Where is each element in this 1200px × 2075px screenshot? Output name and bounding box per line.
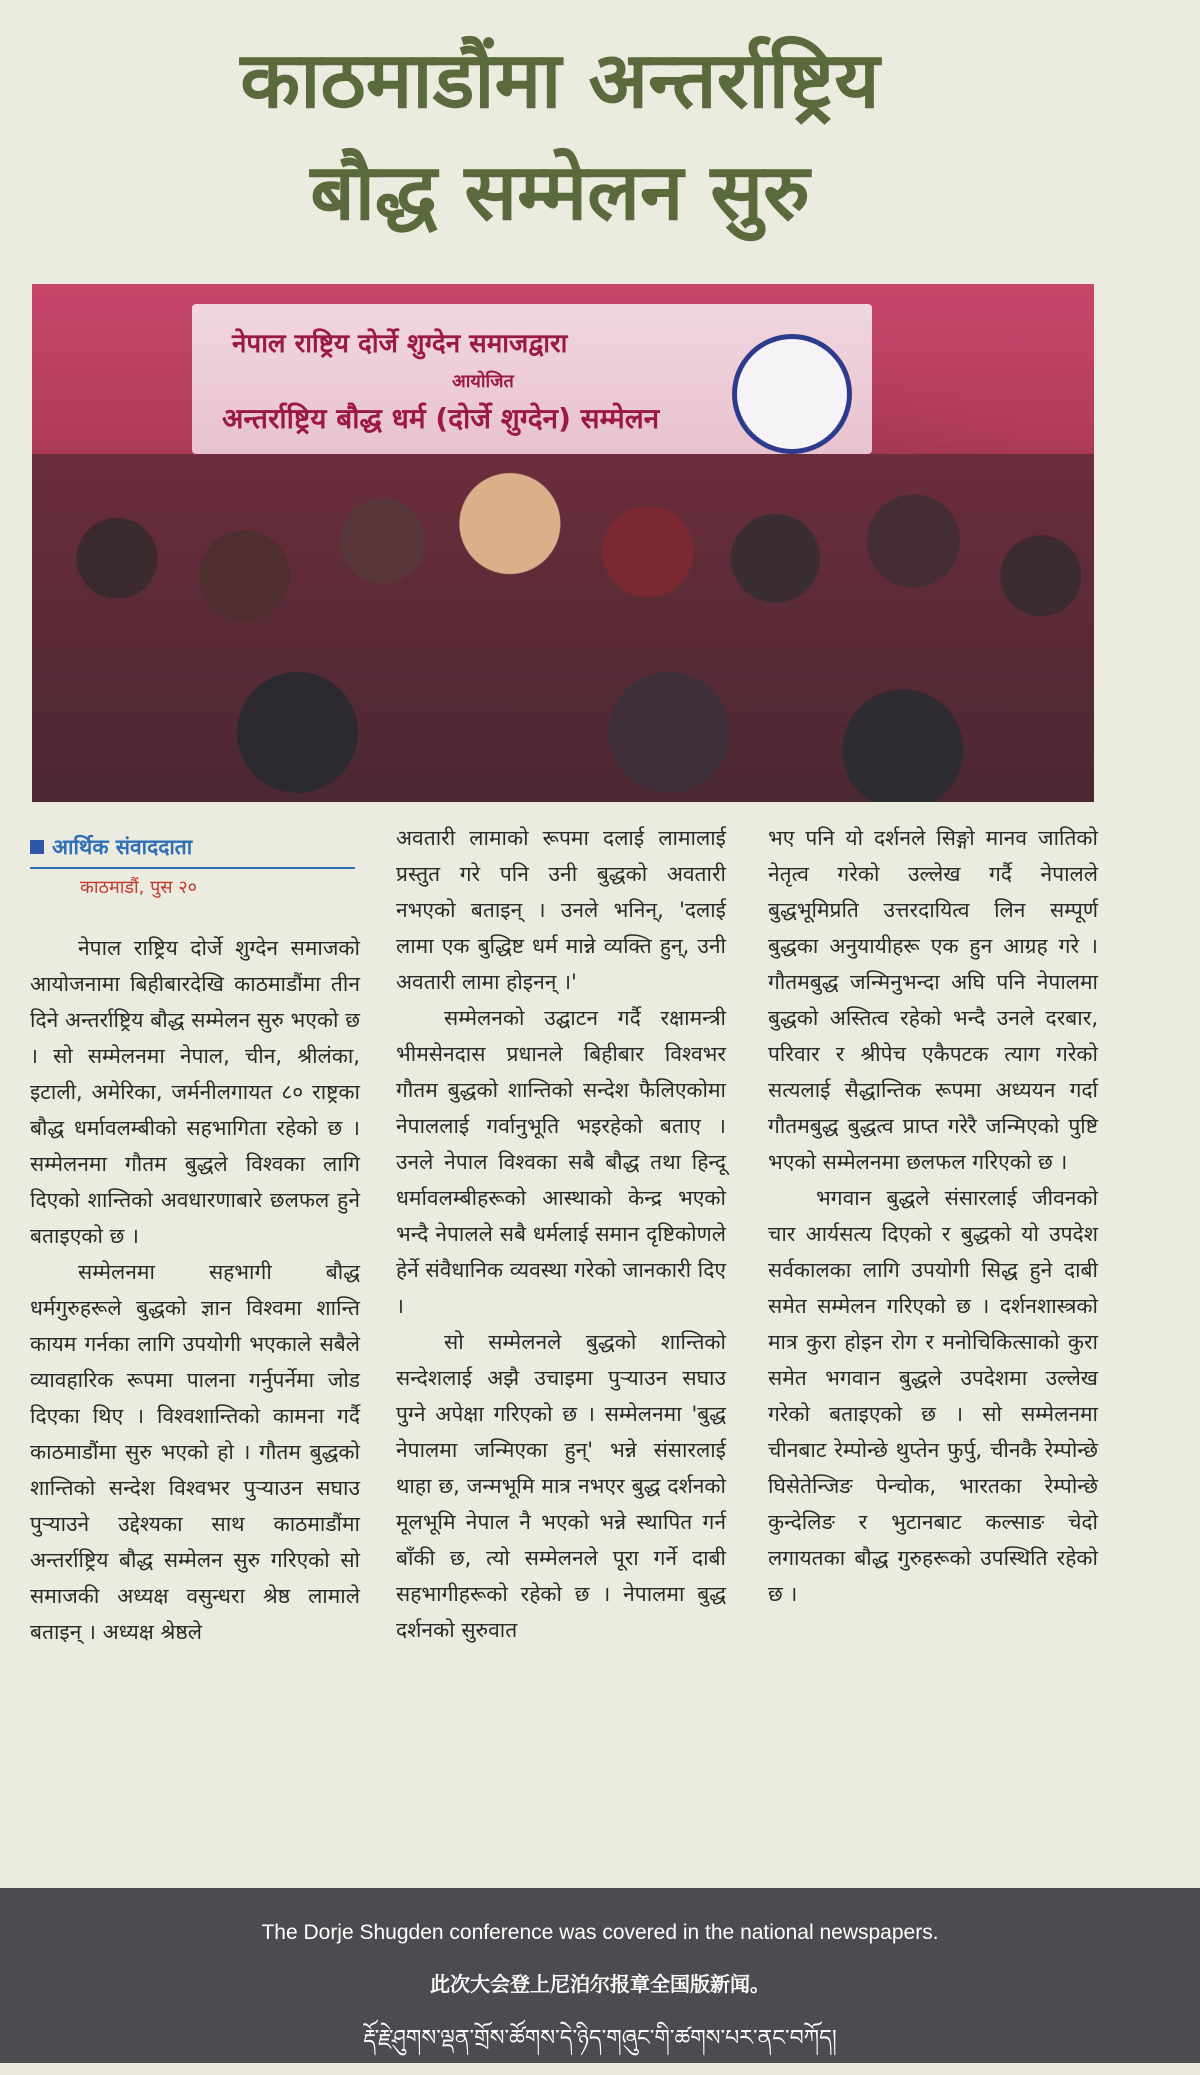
paragraph: सम्मेलनको उद्घाटन गर्दै रक्षामन्त्री भीमसेनदास प्रधानले बिहीबार विश्वभर गौतम बुद्धको शान्तिको सन्देश फैलिएकोमा नेपाललाई गर्वानुभूति भइरहेको बताए । उनले नेपाल विश्वका सबै बौद्ध तथा हिन्दू धर्मावलम्बीहरूको आस्थाको केन्द्र भएको भन्दै नेपालले सबै धर्मलाई समान दृष्टिकोणले हेर्ने संवैधानिक व्यवस्था गरेको जानकारी दिए । xyxy=(396,1006,726,1318)
photo-banner-line-2: आयोजित xyxy=(452,371,514,392)
reporter-name: आर्थिक संवाददाता xyxy=(52,835,193,859)
byline-rule xyxy=(30,867,355,869)
headline-line-1: काठमाडौंमा अन्तर्राष्ट्रिय xyxy=(240,36,880,126)
dateline: काठमाडौं, पुस २० xyxy=(80,877,197,898)
caption-bar xyxy=(0,1888,1200,2063)
photo-banner-line-3: अन्तर्राष्ट्रिय बौद्ध धर्म (दोर्जे शुग्देन) सम्मेलन xyxy=(222,402,660,435)
headline xyxy=(20,25,1100,249)
emblem-icon xyxy=(732,334,852,454)
article-column-2 xyxy=(396,820,726,1648)
conference-photo xyxy=(32,284,1094,802)
paragraph: नेपाल राष्ट्रिय दोर्जे शुग्देन समाजको आयोजनामा बिहीबारदेखि काठमाडौंमा तीन दिने अन्तर्राष्ट्रिय बौद्ध सम्मेलन सुरु भएको छ । सो सम्मेलनमा नेपाल, चीन, श्रीलंका, इटाली, अमेरिका, जर्मनीलगायत ८० राष्ट्रका बौद्ध धर्मावलम्बीको सहभागिता रहेको छ । सम्मेलनमा गौतम बुद्धले विश्वका लागि दिएको शान्तिको अवधारणाबारे छलफल हुने बताइएको छ । xyxy=(30,936,360,1248)
caption-english: The Dorje Shugden conference was covered in the national newspapers. xyxy=(261,1921,939,1944)
paragraph: सम्मेलनमा सहभागी बौद्ध धर्मगुरुहरूले बुद्धको ज्ञान विश्वमा शान्ति कायम गर्नका लागि उपयोगी भएकाले सबैले व्यावहारिक रूपमा पालना गर्नुपर्नेमा जोड दिएका थिए । विश्वशान्तिको कामना गर्दै काठमाडौंमा सुरु भएको हो । गौतम बुद्धको शान्तिको सन्देश विश्वभर पुऱ्याउन सघाउ पुऱ्याउने उद्देश्यका साथ काठमाडौंमा अन्तर्राष्ट्रिय बौद्ध सम्मेलन सुरु गरिएको सो समाजकी अध्यक्ष वसुन्धरा श्रेष्ठ लामाले बताइन् । अध्यक्ष श्रेष्ठले xyxy=(30,1260,360,1644)
paragraph: अवतारी लामाको रूपमा दलाई लामालाई प्रस्तुत गरे पनि उनी बुद्धको अवतारी नभएको बताइन् । उनले भनिन्, 'दलाई लामा एक बुद्धिष्ट धर्म मान्ने व्यक्ति हुन्, उनी अवतारी लामा होइनन् ।' xyxy=(396,826,726,994)
byline xyxy=(30,833,355,899)
article-column-3 xyxy=(768,820,1098,1612)
crowd-of-attendees xyxy=(32,454,1094,802)
paragraph: सो सम्मेलनले बुद्धको शान्तिको सन्देशलाई अझै उचाइमा पुऱ्याउन सघाउ पुग्ने अपेक्षा गरिएको छ । सम्मेलनमा 'बुद्ध नेपालमा जन्मिएका हुन्' भन्ने संसारलाई थाहा छ, जन्मभूमि मात्र नभएर बुद्ध दर्शनको मूलभूमि नेपाल नै भएको भन्ने स्थापित गर्न बाँकी छ, त्यो सम्मेलनले पूरा गर्ने दाबी सहभागीहरूको रहेको छ । नेपालमा बुद्ध दर्शनको सुरुवात xyxy=(396,1330,726,1642)
article-column-1 xyxy=(30,930,360,1650)
caption-chinese: 此次大会登上尼泊尔报章全国版新闻。 xyxy=(430,1972,770,1996)
byline-square-icon xyxy=(30,840,44,854)
paragraph: भए पनि यो दर्शनले सिङ्गो मानव जातिको नेतृत्व गरेको उल्लेख गर्दै नेपालले बुद्धभूमिप्रति उत्तरदायित्व लिन सम्पूर्ण बुद्धका अनुयायीहरू एक हुन आग्रह गरे । गौतमबुद्ध जन्मिनुभन्दा अघि पनि नेपालमा बुद्धको अस्तित्व रहेको भन्दै उनले दरबार, परिवार र श्रीपेच एकैपटक त्याग गरेको सत्यलाई सैद्धान्तिक रूपमा अध्ययन गर्दा गौतमबुद्ध बुद्धत्व प्राप्त गरेरै जन्मिएको पुष्टि भएको सम्मेलनमा छलफल गरिएको छ । xyxy=(768,826,1098,1174)
paragraph: भगवान बुद्धले संसारलाई जीवनको चार आर्यसत्य दिएको र बुद्धको यो उपदेश सर्वकालका लागि उपयोगी सिद्ध हुने दाबी समेत सम्मेलन गरिएको छ । दर्शनशास्त्रको मात्र कुरा होइन रोग र मनोचिकित्साको कुरा समेत भगवान बुद्धले उपदेशमा उल्लेख गरेको बताइएको छ । सो सम्मेलनमा चीनबाट रेम्पोन्छे थुप्तेन फुर्पु, चीनकै रेम्पोन्छे घिसेतेन्जिङ पेन्चोक, भारतका रेम्पोन्छे कुन्देलिङ र भुटानबाट कल्साङ चेदो लगायतका बौद्ध गुरुहरूको उपस्थिति रहेको छ । xyxy=(768,1186,1098,1606)
caption-tibetan: རྡོ་རྗེ་ཤུགས་ལྡན་གྲོས་ཚོགས་དེ་ཉིད་གཞུང་གི་ཚགས་པར་ནང་བཀོད། xyxy=(363,2026,837,2051)
photo-banner-line-1: नेपाल राष्ट्रिय दोर्जे शुग्देन समाजद्वारा xyxy=(232,329,568,359)
headline-line-2: बौद्ध सम्मेलन सुरु xyxy=(310,148,810,238)
